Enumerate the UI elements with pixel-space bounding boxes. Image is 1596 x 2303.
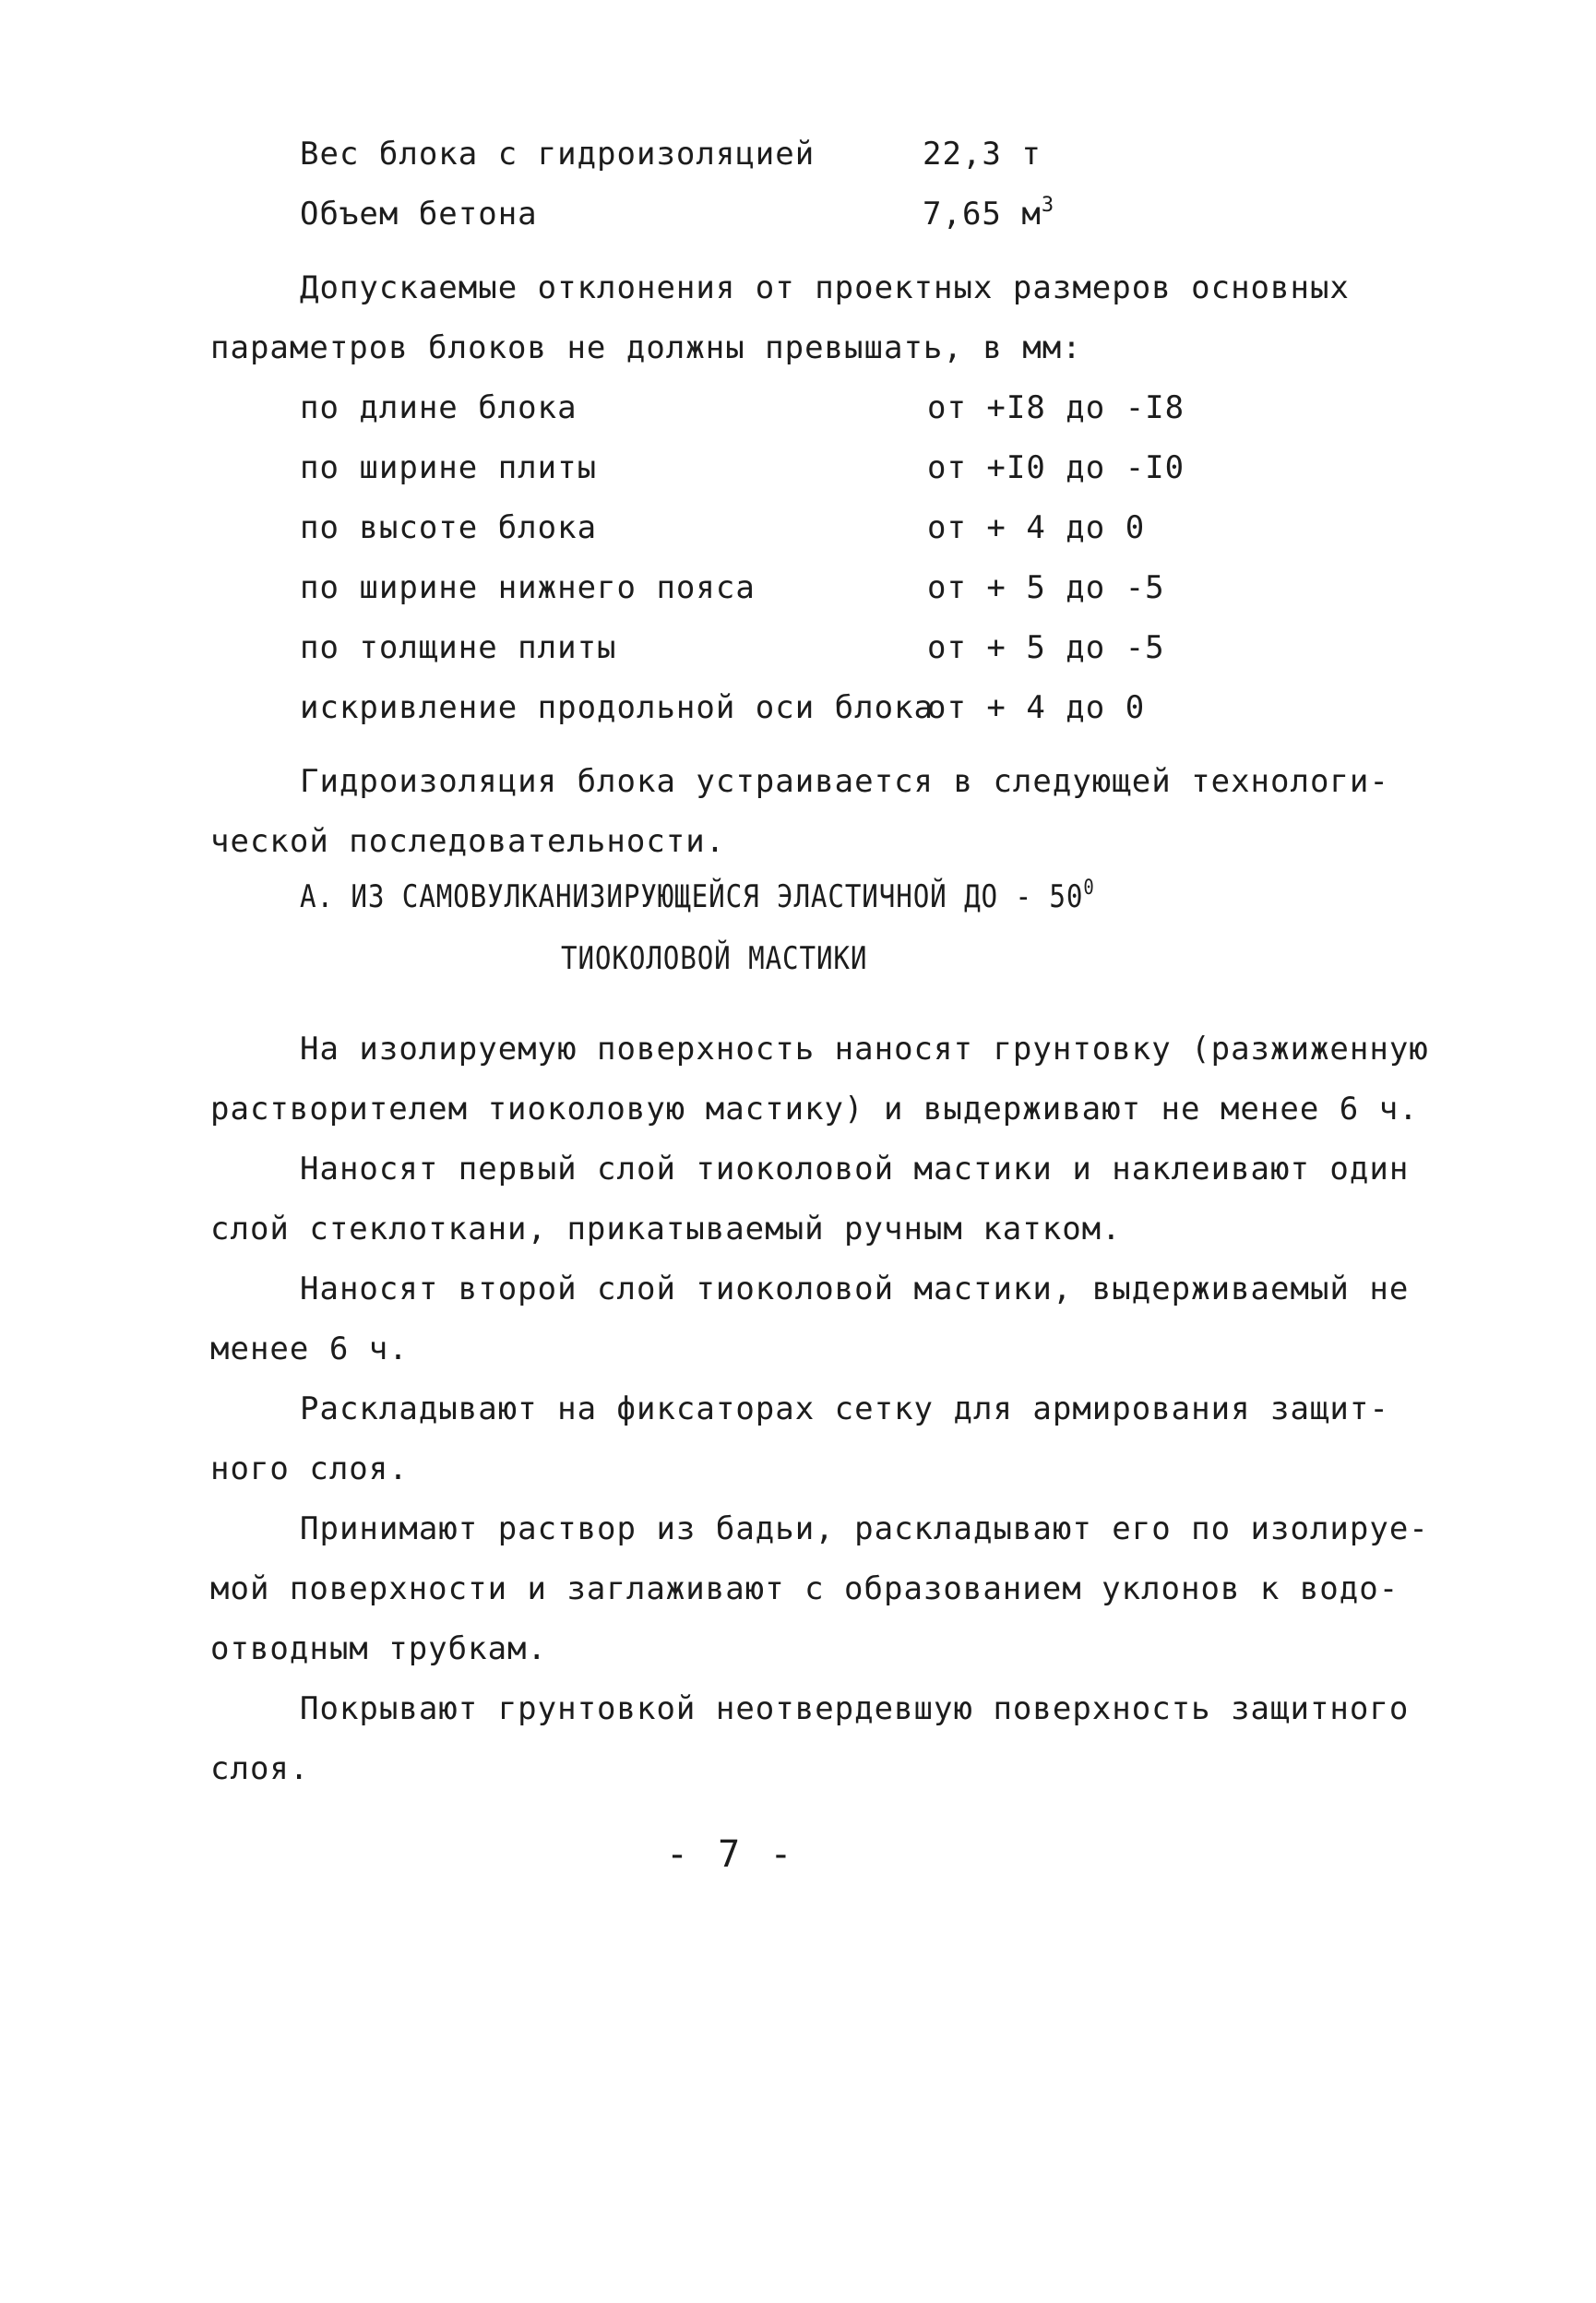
step-line: На изолируемую поверхность наносят грунтовку (разжиженную <box>300 1031 1429 1068</box>
tolerance-row-value: от + 4 до 0 <box>927 509 1146 546</box>
tolerance-intro-line2: параметров блоков не должны превышать, в мм: <box>210 329 1082 366</box>
step-line: Принимают раствор из бадьи, раскладывают его по изолируе- <box>300 1510 1429 1547</box>
step-line: Покрывают грунтовкой неотвердевшую поверхность защитного <box>300 1690 1410 1727</box>
sequence-line1: Гидроизоляция блока устраивается в следующей технологи- <box>300 763 1389 800</box>
tolerance-row-value: от +I8 до -I8 <box>927 389 1185 426</box>
tolerance-row-label: по высоте блока <box>300 509 598 546</box>
page-number: - 7 - <box>666 1833 796 1876</box>
tolerance-row-label: по ширине нижнего пояса <box>300 569 756 606</box>
step-line: мой поверхности и заглаживают с образованием уклонов к водо- <box>210 1570 1399 1607</box>
weight-value: 22,3 т <box>923 136 1042 173</box>
tolerance-row-label: по длине блока <box>300 389 578 426</box>
step-line: отводным трубкам. <box>210 1630 547 1667</box>
step-line: слой стеклоткани, прикатываемый ручным катком. <box>210 1211 1122 1247</box>
volume-label: Объем бетона <box>300 196 538 233</box>
tolerance-row-value: от +I0 до -I0 <box>927 449 1185 486</box>
section-heading-text: А. ИЗ САМОВУЛКАНИЗИРУЮЩЕЙСЯ ЭЛАСТИЧНОЙ ДО - 50 <box>300 878 1084 915</box>
section-heading-line1 <box>300 877 1095 917</box>
step-line: Раскладывают на фиксаторах сетку для армирования защит- <box>300 1390 1389 1427</box>
step-line: ного слоя. <box>210 1450 409 1487</box>
tolerance-row-value: от + 5 до -5 <box>927 569 1165 606</box>
tolerance-intro-line1: Допускаемые отклонения от проектных размеров основных <box>300 269 1350 306</box>
step-line: Наносят второй слой тиоколовой мастики, выдерживаемый не <box>300 1271 1410 1307</box>
tolerance-row-label: по толщине плиты <box>300 629 617 666</box>
step-line: слоя. <box>210 1750 310 1787</box>
volume-value <box>923 194 1054 234</box>
tolerance-row-value: от + 4 до 0 <box>927 689 1146 726</box>
tolerance-row-value: от + 5 до -5 <box>927 629 1165 666</box>
section-heading-line2: ТИОКОЛОВОЙ МАСТИКИ <box>561 940 868 977</box>
volume-number: 7,65 м <box>923 196 1042 233</box>
weight-label: Вес блока с гидроизоляцией <box>300 136 816 173</box>
tolerance-row-label: искривление продольной оси блока <box>300 689 935 726</box>
sequence-line2: ческой последовательности. <box>210 823 726 860</box>
step-line: менее 6 ч. <box>210 1330 409 1367</box>
volume-unit-power: 3 <box>1041 194 1055 217</box>
step-line: растворителем тиоколовую мастику) и выдерживают не менее 6 ч. <box>210 1091 1419 1128</box>
section-heading-degree: 0 <box>1083 877 1095 900</box>
tolerance-row-label: по ширине плиты <box>300 449 598 486</box>
step-line: Наносят первый слой тиоколовой мастики и наклеивают один <box>300 1151 1410 1187</box>
